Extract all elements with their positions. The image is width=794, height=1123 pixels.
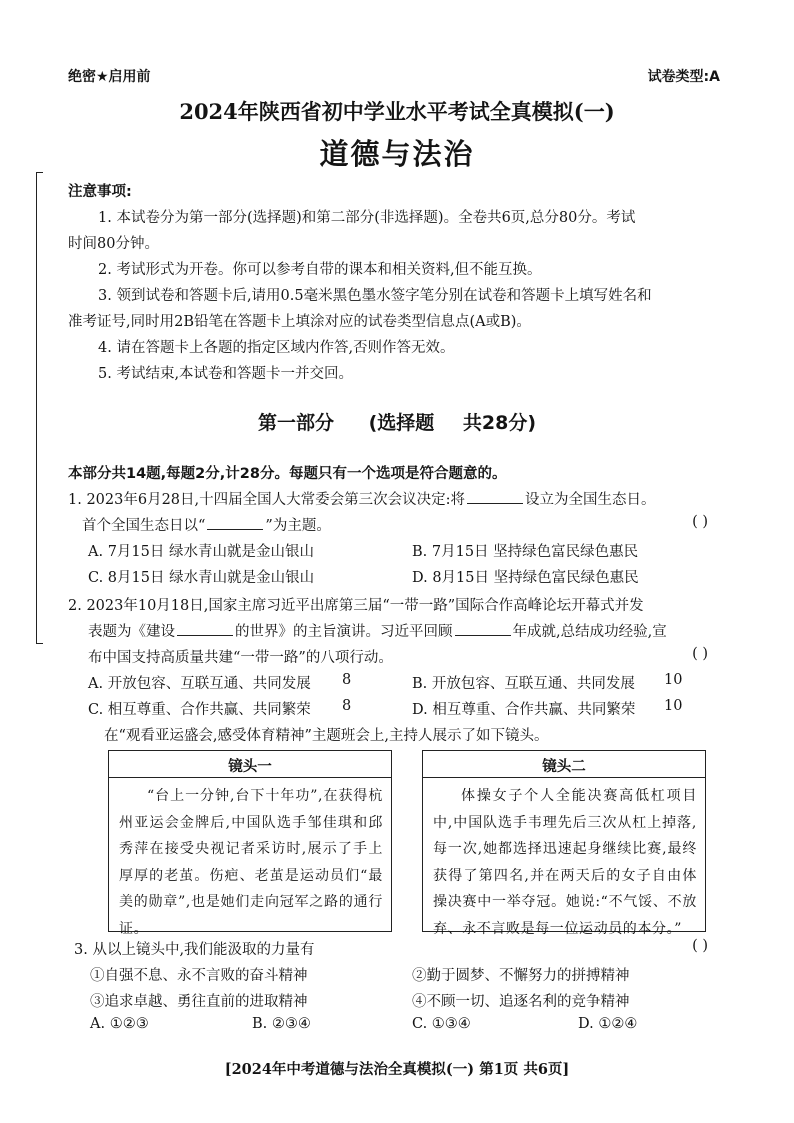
subject-title: 道德与法治: [319, 137, 475, 171]
note-line: 3. 领到试卷和答题卡后,请用0.5毫米黑色墨水签字笔分别在试卷和答题卡上填写姓名和: [98, 288, 652, 304]
q1-text: ”为主题。: [265, 518, 331, 534]
q2-option-c-number: 8: [342, 698, 352, 714]
note-line: 4. 请在答题卡上各题的指定区域内作答,否则作答无效。: [98, 340, 455, 356]
q2-option-a-number: 8: [342, 672, 352, 688]
q2-stem-line2: [88, 620, 667, 641]
q2-option-d: D. 相互尊重、合作共赢、共同繁荣: [412, 702, 636, 718]
q1-answer-paren: ( ): [692, 514, 708, 530]
q1-text: 设立为全国生态日。: [525, 492, 656, 508]
part-one-title: [0, 408, 794, 435]
q2-option-b-number: 10: [664, 672, 683, 688]
answer-blank: [207, 515, 263, 530]
q3-option-a: A. ①②③: [90, 1016, 149, 1032]
note-line: 5. 考试结束,本试卷和答题卡一并交回。: [98, 366, 354, 382]
note-line: 1. 本试卷分为第一部分(选择题)和第二部分(非选择题)。全卷共6页,总分80分。考试: [98, 210, 636, 226]
q2-stem-line3: 布中国支持高质量共建“一带一路”的八项行动。: [88, 650, 393, 666]
exam-title: 2024年陕西省初中学业水平考试全真模拟(一): [179, 99, 615, 124]
material-intro: 在“观看亚运盛会,感受体育精神”主题班会上,主持人展示了如下镜头。: [104, 728, 549, 744]
page-footer: [2024年中考道德与法治全真模拟(一) 第1页 共6页]: [224, 1061, 570, 1078]
shot-two-title: 镜头二: [542, 759, 586, 775]
q1-stem-line2: [82, 514, 331, 535]
q2-option-b: B. 开放包容、互联互通、共同发展: [412, 676, 635, 692]
q2-stem-line1: 2. 2023年10月18日,国家主席习近平出席第三届“一带一路”国际合作高峰论坛开幕式并发: [68, 598, 644, 614]
part-one-score: 共28分): [462, 412, 537, 434]
note-line: 准考证号,同时用2B铅笔在答题卡上填涂对应的试卷类型信息点(A或B)。: [68, 314, 531, 330]
q1-option-b: B. 7月15日 坚持绿色富民绿色惠民: [412, 544, 639, 560]
q2-option-c: C. 相互尊重、合作共赢、共同繁荣: [88, 702, 311, 718]
q3-statement-4: ④不顾一切、追逐名利的竞争精神: [412, 994, 630, 1010]
answer-blank: [455, 621, 511, 636]
answer-blank: [177, 621, 233, 636]
secrecy-label: 绝密★启用前: [68, 69, 151, 85]
q1-text: 1. 2023年6月28日,十四届全国人大常委会第三次会议决定:将: [68, 492, 466, 508]
part-one-instruction: 本部分共14题,每题2分,计28分。每题只有一个选项是符合题意的。: [68, 466, 507, 482]
q1-stem-line1: [68, 488, 656, 509]
q3-statement-3: ③追求卓越、勇往直前的进取精神: [90, 994, 308, 1010]
q3-option-b: B. ②③④: [252, 1016, 311, 1032]
answer-blank: [467, 489, 523, 504]
q3-stem: 3. 从以上镜头中,我们能汲取的力量有: [74, 942, 315, 958]
box-divider: [109, 777, 391, 778]
paper-type-label: 试卷类型:A: [647, 69, 720, 85]
q1-option-c: C. 8月15日 绿水青山就是金山银山: [88, 570, 315, 586]
shot-two-box: [422, 750, 706, 937]
q3-statement-1: ①自强不息、永不言败的奋斗精神: [90, 968, 308, 984]
part-one-label: 第一部分: [257, 412, 334, 434]
q3-option-d: D. ①②④: [578, 1016, 638, 1032]
note-line: 2. 考试形式为开卷。你可以参考自带的课本和相关资料,但不能互换。: [98, 262, 542, 278]
shot-two-text: 体操女子个人全能决赛高低杠项目中,中国队选手韦理先后三次从杠上掉落,每一次,她都选择迅速起身继续比赛,最终获得了第四名,并在两天后的女子自由体操决赛中一举夺冠。她说:“不气馁、不放弃、永不言败是每一位运动员的本分。”: [433, 788, 697, 937]
q2-text: 表题为《建设: [88, 624, 175, 640]
shot-one-box: [108, 750, 392, 937]
q1-option-a: A. 7月15日 绿水青山就是金山银山: [88, 544, 314, 560]
q2-option-d-number: 10: [664, 698, 683, 714]
box-divider: [423, 777, 705, 778]
q2-text: 年成就,总结成功经验,宣: [512, 624, 667, 640]
q2-text: 的世界》的主旨演讲。习近平回顾: [235, 624, 453, 640]
q2-answer-paren: ( ): [692, 646, 708, 662]
q3-option-c: C. ①③④: [412, 1016, 471, 1032]
shot-one-text: “台上一分钟,台下十年功”,在获得杭州亚运会金牌后,中国队选手邹佳琪和邱秀萍在接受央视记者采访时,展示了手上厚厚的老茧。伤疤、老茧是运动员们“最美的勋章”,也是她们走向冠军之路的通行证。: [119, 788, 383, 937]
q3-answer-paren: ( ): [692, 938, 708, 954]
note-line: 时间80分钟。: [68, 236, 159, 252]
q3-statement-2: ②勤于圆梦、不懈努力的拼搏精神: [412, 968, 630, 984]
shot-one-title: 镜头一: [228, 759, 272, 775]
part-one-subtitle: (选择题: [368, 412, 435, 434]
q1-option-d: D. 8月15日 坚持绿色富民绿色惠民: [412, 570, 639, 586]
notes-heading: 注意事项:: [68, 184, 132, 200]
q2-option-a: A. 开放包容、互联互通、共同发展: [88, 676, 311, 692]
q1-text: 首个全国生态日以“: [82, 518, 206, 534]
